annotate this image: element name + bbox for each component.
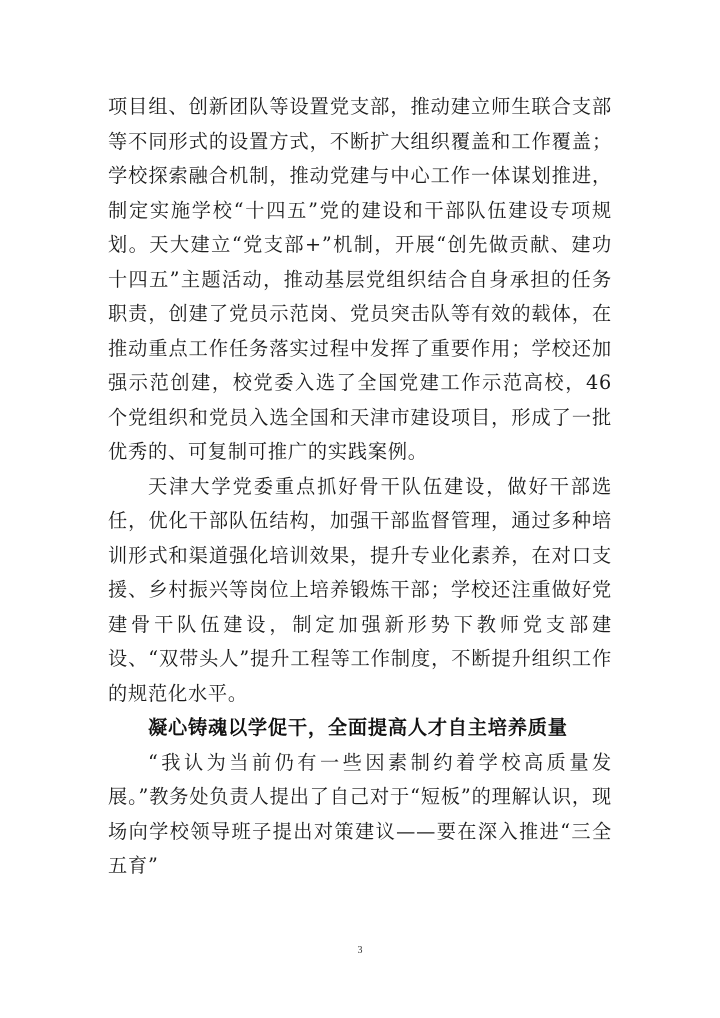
body-paragraph-1: 项目组、创新团队等设置党支部，推动建立师生联合支部等不同形式的设置方式，不断扩大组织覆盖和工作覆盖；学校探索融合机制，推动党建与中心工作一体谋划推进，制定实施学校“十四五”党的建设和干部队伍建设专项规划。天大建立“党支部+”机制，开展“创先做贡献、建功十四五”主题活动，推动基层党组织结合自身承担的任务职责，创建了党员示范岗、党员突击队等有效的载体，在推动重点工作任务落实过程中发挥了重要作用；学校还加强示范创建，校党委入选了全国党建工作示范高校，46个党组织和党员入选全国和天津市建设项目，形成了一批优秀的、可复制可推广的实践案例。 bbox=[108, 95, 612, 463]
page-number: 3 bbox=[357, 945, 363, 956]
section-heading: 凝心铸魂以学促干，全面提高人才自主培养质量 bbox=[148, 716, 568, 739]
body-paragraph-3: “我认为当前仍有一些因素制约着学校高质量发展。”教务处负责人提出了自己对于“短板”的理解认识，现场向学校领导班子提出对策建议——要在深入推进“三全五育” bbox=[108, 750, 612, 877]
document-body bbox=[108, 90, 612, 884]
body-paragraph-2: 天津大学党委重点抓好骨干队伍建设，做好干部选任，优化干部队伍结构，加强干部监督管理，通过多种培训形式和渠道强化培训效果，提升专业化素养，在对口支援、乡村振兴等岗位上培养锻炼干部；学校还注重做好党建骨干队伍建设，制定加强新形势下教师党支部建设、“双带头人”提升工程等工作制度，不断提升组织工作的规范化水平。 bbox=[108, 474, 612, 705]
